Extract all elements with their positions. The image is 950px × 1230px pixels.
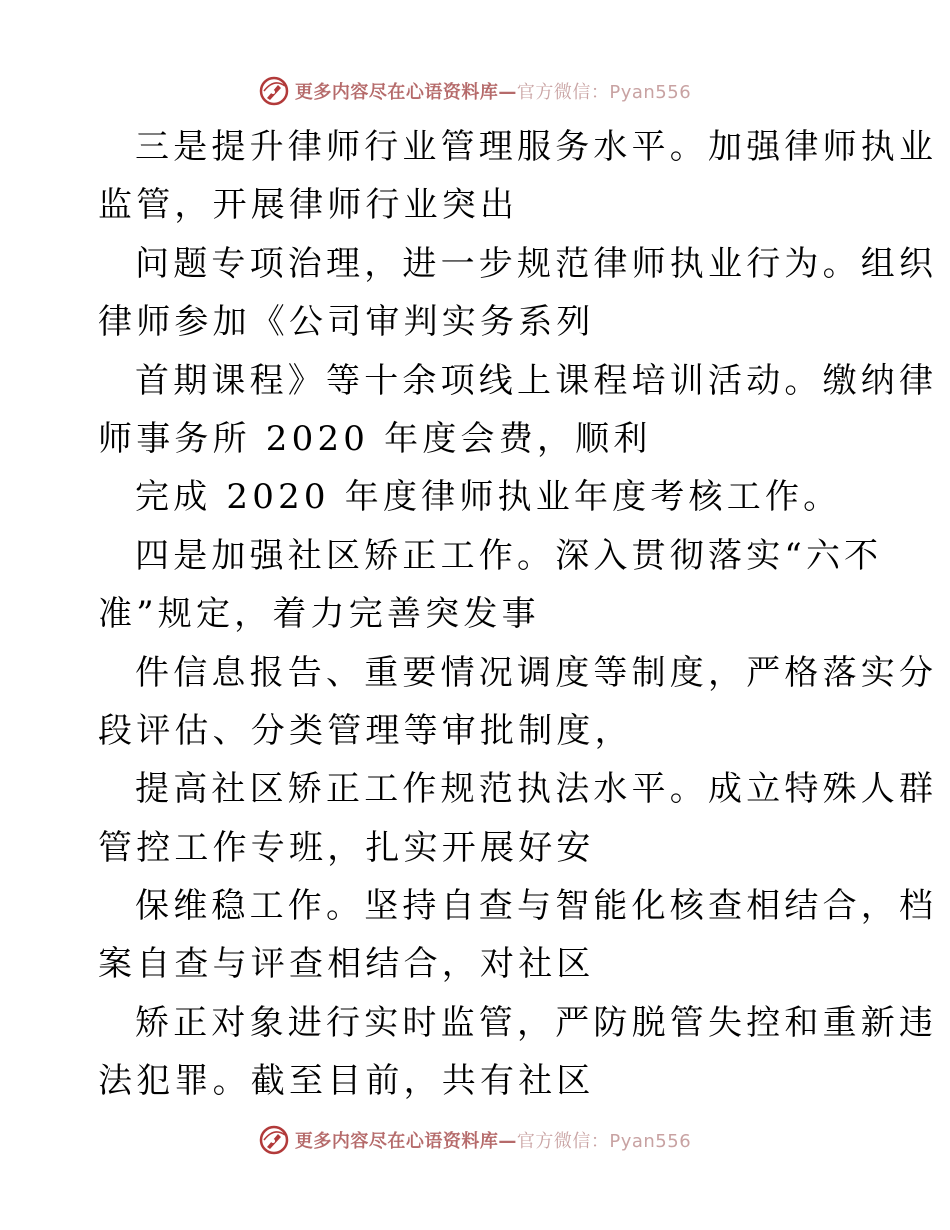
- text-line: 律师参加《公司审判实务系列: [98, 302, 595, 343]
- text-line: 件信息报告、重要情况调度等制度，严格落实分: [135, 652, 938, 693]
- body-text: [98, 118, 938, 1111]
- text-line: 完成 2020 年度律师执业年度考核工作。: [135, 477, 842, 518]
- footer-banner: [0, 1123, 950, 1157]
- text-line: 师事务所 2020 年度会费，顺利: [98, 418, 652, 459]
- text-line: 保维稳工作。坚持自查与智能化核查相结合，档: [135, 886, 938, 927]
- text-line: 准”规定，着力完善突发事: [98, 594, 540, 635]
- banner-text: [295, 78, 691, 104]
- text-line: 首期课程》等十余项线上课程培训活动。缴纳律: [135, 360, 938, 401]
- pen-nib-logo-icon: [259, 76, 289, 106]
- pen-nib-logo-icon: [259, 1125, 289, 1155]
- text-line: 段评估、分类管理等审批制度，: [98, 710, 633, 751]
- text-line: 管控工作专班，扎实开展好安: [98, 827, 595, 868]
- text-line: 法犯罪。截至目前，共有社区: [98, 1061, 595, 1102]
- banner-text: [295, 1127, 691, 1153]
- text-line: 提高社区矫正工作规范执法水平。成立特殊人群: [135, 769, 938, 810]
- text-line: 案自查与评查相结合，对社区: [98, 944, 595, 985]
- text-line: 三是提升律师行业管理服务水平。加强律师执业: [135, 127, 938, 167]
- header-banner: [0, 74, 950, 108]
- banner-wechat-text: 官方微信：Pyan556: [516, 1131, 692, 1152]
- text-line: 四是加强社区矫正工作。深入贯彻落实“六不: [135, 535, 883, 576]
- text-line: 矫正对象进行实时监管，严防脱管失控和重新违: [135, 1002, 938, 1043]
- banner-main-text: 更多内容尽在心语资料库—: [294, 82, 517, 103]
- text-line: 监管，开展律师行业突出: [98, 185, 519, 226]
- banner-main-text: 更多内容尽在心语资料库—: [294, 1131, 517, 1152]
- text-line: 问题专项治理，进一步规范律师执业行为。组织: [135, 243, 938, 284]
- banner-wechat-text: 官方微信：Pyan556: [516, 82, 692, 103]
